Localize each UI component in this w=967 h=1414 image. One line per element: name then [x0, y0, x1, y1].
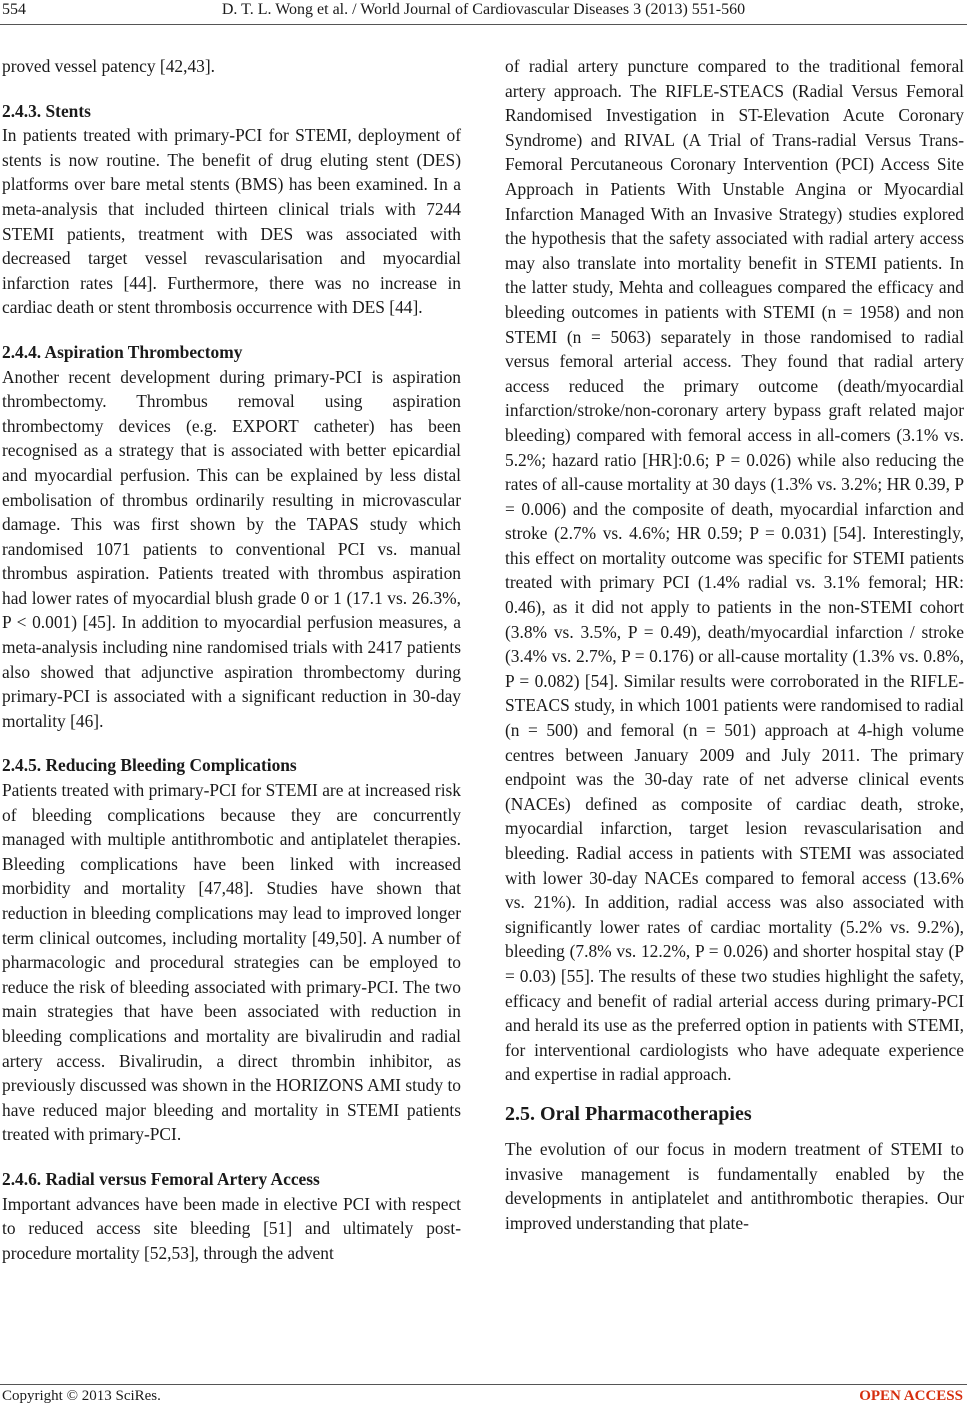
page-number: 554 — [2, 1, 26, 18]
paragraph-radial-continued: of radial artery puncture compared to the traditional femoral artery approach. The RIFLE-STEACS (Radial Versus Femoral Randomised Investigation in ST-Elevation Acute Coronary Syndrome) and RIVAL (A Trial of Trans-radial Versus Trans-Femoral Percutaneous Coronary Intervention (PCI) Access Site Approach in Patients With Unstable Angina or Myocardial Infarction Managed With an Invasive Strategy) studies explored the hypothesis that the safety associated with radial artery access may also translate into mortality benefit in STEMI patients. In the latter study, Mehta and colleagues compared the efficacy and bleeding outcomes in patients with STEMI (n = 1958) and non STEMI (n = 5063) separately in those randomised to radial versus femoral arterial access. They found that radial artery access reduced the primary outcome (death/myocardial infarction/stroke/non-coronary artery bypass graft related major bleeding) compared with femoral access in all-comers (3.1% vs. 5.2%; hazard ratio [HR]:0.6; P = 0.026) while also reducing the rates of all-cause mortality at 30 days (1.3% vs. 3.2%; HR 0.39, P = 0.006) and the composite of death, myocardial infarction and stroke (2.7% vs. 4.6%; HR 0.59; P = 0.031) [54]. Interestingly, this effect on mortality outcome was specific for STEMI patients treated with primary PCI (1.4% radial vs. 3.1% femoral; HR: 0.46), as it did not apply to patients in the non-STEMI cohort (3.8% vs. 3.5%, P = 0.49), death/myocardial infarction / stroke (3.4% vs. 2.7%, P = 0.176) or all-cause mortality (1.3% vs. 0.8%, P = 0.082) [54]. Similar results were corroborated in the RIFLE-STEACS study, in which 1001 patients were randomised to radial (n = 500) and femoral (n = 501) approach at 4-high volume centres between January 2009 and July 2011. The primary endpoint was the 30-day rate of net adverse clinical events (NACEs) defined as composite of cardiac death, stroke, myocardial infarction, target lesion revascularisation and bleeding. Radial access in patients with STEMI was associated with lower 30-day NACEs compared to femoral access (13.6% vs. 21%). In addition, radial access was also associated with significantly lower rates of cardiac mortality (5.2% vs. 9.2%), bleeding (7.8% vs. 12.2%, P = 0.026) and shorter hospital stay (P = 0.03) [55]. The results of these two studies highlight the safety, efficacy and benefit of radial arterial access during primary-PCI and herald its use as the preferred option in patients with STEMI, for interventional cardiologists who have adequate experience and expertise in radial approach. — [505, 56, 964, 1085]
right-column — [505, 54, 964, 1235]
paragraph-stents: In patients treated with primary-PCI for STEMI, deployment of stents is now routine. The benefit of drug eluting stent (DES) platforms over bare metal stents (BMS) has been examined. In a meta-analysis that included thirteen clinical trials with 7244 STEMI patients, treatment with DES was associated with decreased target vessel revascularisation and myocardial infarction rates [44]. Furthermore, there was no increase in cardiac death or stent thrombosis occurrence with DES [44]. — [2, 125, 461, 318]
heading-oral-pharmacotherapies: 2.5. Oral Pharmacotherapies — [505, 1102, 752, 1125]
running-head: D. T. L. Wong et al. / World Journal of Cardiovascular Diseases 3 (2013) 551-560 — [221, 1, 746, 18]
paragraph-reducing-bleeding: Patients treated with primary-PCI for STEMI are at increased risk of bleeding complications because they are concurrently managed with multiple antithrombotic and antiplatelet therapies. Bleeding complications have been linked with increased morbidity and mortality [47,48]. Studies have shown that reduction in bleeding complications may lead to improved longer term clinical outcomes, including mortality [49,50]. A number of pharmacologic and procedural strategies can be employed to reduce the risk of bleeding associated with primary-PCI. The two main strategies that have been associated with reduction in bleeding complications and mortality are bivalirudin and radial artery access. Bivalirudin, a direct thrombin inhibitor, as previously discussed was shown in the HORIZONS AMI study to have reduced major bleeding and mortality in STEMI patients treated with primary-PCI. — [2, 780, 461, 1145]
page-header — [0, 0, 967, 24]
heading-stents: 2.4.3. Stents — [2, 100, 91, 121]
page-footer — [0, 1384, 967, 1408]
footer-divider — [0, 1384, 967, 1385]
heading-reducing-bleeding: 2.4.5. Reducing Bleeding Complications — [2, 755, 297, 776]
paragraph-radial-vs-femoral: Important advances have been made in elective PCI with respect to reduced access site bleeding [51] and ultimately post-procedure mortality [52,53], through the advent — [2, 1193, 461, 1263]
header-divider — [0, 24, 967, 25]
open-access-label: OPEN ACCESS — [859, 1388, 963, 1404]
copyright-notice: Copyright © 2013 SciRes. — [2, 1388, 161, 1404]
paragraph-intro: proved vessel patency [42,43]. — [2, 56, 215, 76]
left-column — [2, 54, 461, 1265]
heading-radial-vs-femoral: 2.4.6. Radial versus Femoral Artery Access — [2, 1168, 320, 1189]
paragraph-aspiration-thrombectomy: Another recent development during primary-PCI is aspiration thrombectomy. Thrombus removal using aspiration thrombectomy devices (e.g. EXPORT catheter) has been recognised as a strategy that is associated with better epicardial and myocardial perfusion. This can be explained by less distal embolisation of thrombus ordinarily resulting in microvascular damage. This was first shown by the TAPAS study which randomised 1071 patients to conventional PCI vs. manual thrombus aspiration. Patients treated with thrombus aspiration had lower rates of myocardial blush grade 0 or 1 (17.1 vs. 26.3%, P < 0.001) [45]. In addition to myocardial perfusion measures, a meta-analysis including nine randomised trials with 2417 patients also showed that adjunctive aspiration thrombectomy during primary-PCI is associated with a significant reduction in 30-day mortality [46]. — [2, 366, 461, 731]
paragraph-oral-pharmacotherapies: The evolution of our focus in modern treatment of STEMI to invasive management is fundamentally enabled by the developments in antiplatelet and antithrombotic therapies. Our improved understanding that plate- — [505, 1138, 964, 1233]
heading-aspiration-thrombectomy: 2.4.4. Aspiration Thrombectomy — [2, 341, 243, 362]
